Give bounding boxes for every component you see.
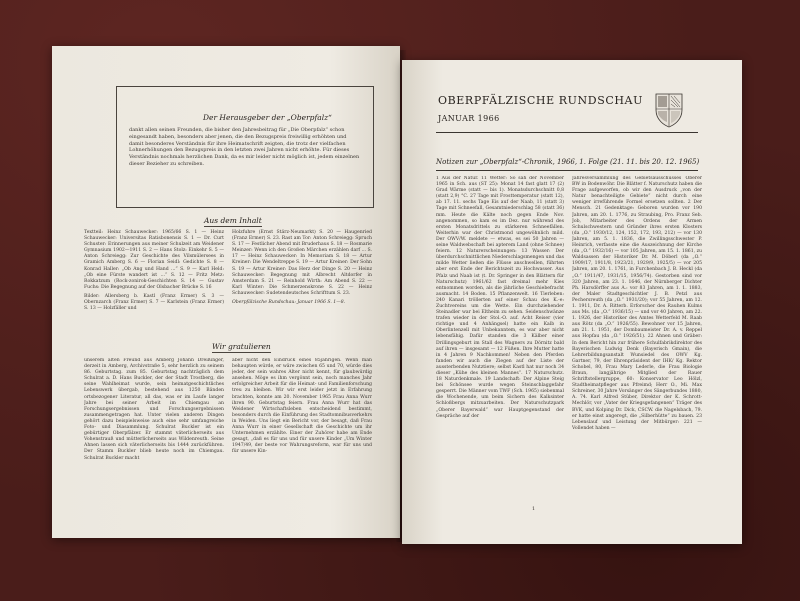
thanks-notice-title: Der Herausgeber der „Oberpfalz“	[203, 113, 332, 122]
greetings-right-column	[232, 358, 372, 528]
greetings-title: Wir gratulieren	[212, 342, 271, 351]
left-page	[52, 46, 400, 538]
chronicle-text-2: Jahresversammlung des Gebietsausschusses Oberer BW in Bodenwöhr. Die Blätter f. Naturschutz haben die Frage aufgeworfen, ob wir den Ausdruck „von der Natur benachteiligte Gebiete“ nicht durch eine weniger irreführende Formel ersetzen sollten. 2 Der Mensch. 21 Gedenktage: Geboren wurden vor 190 Jahren, am 20. 1. 1776, zu Straubing, Pro. Franz Seb. Job, Mitarbeiter des Ordens der Armen Schulschwestern und Gründer ihres ersten Klosters (da „O.“ 1930/12, 124, 152, 172, 193, 212) — vor 130 Jahren, am 5. 1. 1836, die Zwillingsschwester P. Heinrich, verfasste eine die Auszeichnung der Kirche (da „O.“ 1932/16) — vor 105 Jahren, am 15. 1. 1861, zu Waldsassen der Historiker Dr. M. Döberl (da „O.“ 1909/17, 1911/8, 1923/21, 1929/9, 1925/5) — vor 205 Jahren, am 20. 1. 1761, in Furchenbach J. B. Heckl (da „O.“ 1911/47, 1931/15, 1956/74). Gestorben sind vor 320 Jahren, am 23. 1. 1646, der Nürnberger Dichter Ph. Harsdörffer aus A.: vor 83 Jahren, am 1. 1. 1883, der Maler Stadtgeschichtler J. B. Petzl aus Pechersreuth (da „O.“ 1931/20); vor 55 Jahren, am 12. 1. 1911, Dr. A. Ritterb. Erforscher des Rauhen Kulms aus Ms. (da „O.“ 1936/15) — und vor 40 Jahren, am 22. 1. 1926, der Historiker des Amtes Wetterfeld M. Raab aus Rötz (da „O.“ 1926/55). Bewohner vor 15 Jahren, am 21. 1. 1951, der Dombaumeister Dr. A. v. Reppel aus Hopfau (da „O.“ 1926/51). 22 Ahnen und Gräber: In dem Bericht hin zur frühere Schulfabrikdirektor des Bayerischen Ludwig Denk (Bayerisch Gmain), die Lehrerbildungsanstalt Wunsiedel des OWV Kg. Gartner, 79, der Ehrenpräsident der IHK/ Kg. Rektor Schobel, 80, Frau Mary Lederle, die Frau Biologie Braun, langjährige Mitglied der Rauer Schriftstellergruppe, 60: Konservator Leo Hölzl, Stadtheimatpfleger aus Pfreimd; Herr O., Mi. Max Schreiner, 30 Jahre Vorsänger des Sängerbundes 1880, A. 74. Karl Alfred Stüber, Direktor der K. Schrott-Mechlör, vor „Vater der Kriegsgefangenen“ Träger des BVK, und Kolping Dr. Dick, CSCW. die Nagelsbach, 79. er hatte einst angeregt, die „Silberhütte“ zu bauen. 23 Lebenslauf und Leistung der Mitbürger: 221 — Vollendet haben —	[572, 176, 702, 431]
chronicle-rule	[436, 170, 698, 171]
greetings-left-column	[84, 358, 224, 528]
right-page	[402, 60, 742, 544]
masthead-rule	[436, 132, 698, 133]
contents-left-column	[84, 230, 224, 312]
chronicle-heading: Notizen zur „Oberpfalz“-Chronik, 1966, 1. Folge (21. 11. bis 20. 12. 1965)	[436, 158, 700, 166]
thanks-notice-body: dankt allen seinen Freunden, die bisher den Jahresbeitrag für „Die Oberpfalz“ schon eingesandt haben, besonders aber jenen, die den Bezugspreis freiwillig erhöhten und damit besonderes Verständnis für ihre Heimatschrift zeigten, die trotz der vielfachen Lohnerhöhungen den Bezugspreis in den letzten zwei Jahren nicht erhöhte. Für dieses Verständnis nochmals herzlichen Dank, da es mir leider nicht möglich ist, jedem einzelnen dieser Bezieher zu schreiben.	[129, 127, 360, 167]
chronicle-text-1: 1 Aus der Natur. 11 Wetter: So sah der November 1965 in Sch. aus (ST 25): Monat 14 fast glatt 17 (2) Grad Wärme (statt — bis 1). Monatsdurchschnitt 0,8 (statt 2,9) °C. 27 Tage mit Frosttemperatur (statt 12), ab 17. 11. sechs Tage Eis auf der Naab, 11 (statt 3) Tage mit Schneefall, Gesamtniederschlag 58 (statt 36) mm. Heute die Kälte noch gegen Ende Nov. angenommen, so kam es im Dez. nur während des ersten Monatsdrittels zu stärkeren Schneefällen. Weiterhin war der Christmond ungewöhnlich mild. Der OWV/W. meldete — etwas, es sei 50 Jahren — seine Waldwebschaft bei apterem Land (ohne Schnee) feiern. 12 Naturerscheinungen: 13 Wasser: Der überdurchschnittlichen Niederschlagsmengen und das milde Wetter ließen die Flüsse anschwellen, führten aber erst Ende der Berichtszeit zu Hochwasser. Aus Pfalz und Naab ist (t. Dr. Springer in den Blättern für Naturschutz) 1961/62 fast dreimal mehr Kies entnommen worden, als die jährliche Geschiebefracht ausmacht. 14 Boden. 15 Pflanzenwelt. 16 Tierleben: 240 Kanari tröllerten auf einer Schau des K.-e: Zuchtvereins um die Wette. Ein durchziehender Steinadler war bei Eltheim zu sehen. Seidenschwänze trafen wieder in der Stol.-O. auf. Acht Reiser (vier richtige und 4 Anhängsel) hatte ein Kalb in Oberlintenzell mit Unbekanntem, es war aber nicht lebensfähig. Dafür standen die 3 Kälber einer Drillingsgeburt im Stall des Wagners zu Dörnitz bald auf ihren — insgesamt — 12 Füßen. Ihre Mutter hatte in 4 Jahren 9 Nachkommen! Neben den Pferden fanden wir auch die Ziegen auf der Liste der aussterbenden Nutztiere; selbst Kastl hat nur noch 34 dieser „Kühe des kleinen Mannes“. 17 Naturschutz. 18 Naturdenkmale. 19 Landschaft: Der Alpine Steig bei Schönsee wurde wegen Steinschlaggefahr gesperrt. Die Männer vom TWF (Sch. 1965) siebenmal die Wochenende, um beim Sichern des Kalksinter Schloßbergs mitzuarbeiten. Der Naturschutzpark „Oberer Bayerwald“ war Hauptgegenstand der Gespräche auf der	[436, 176, 564, 419]
masthead-title: OBERPFÄLZISCHE RUNDSCHAU	[438, 94, 643, 107]
page-number: 1	[532, 506, 536, 512]
greetings-text-1: unserem alten Freund aus Amberg Johann Dreißinger, derzeit in Amberg, Archivstraße 5, sehr herzlich zu seinem 86. Geburtstag. zum 85. Geburtstag nachträglich dem Schulrat a. D. Hans Buckler, der der Stadt Trostberg, die seine Wahlheimat wurde, sein heimatgeschichtliches Lebenswerk übergab, bestehend aus 1250 Bänden ortsbezogener Literatur, all das, was er im Laufe langer Jahre bei seiner Arbeit im Chiemgau an Forschungsergebnissen und Forschungsergebnissen zusammengetragen hat. Unter vielen anderen Dingen gehört dazu beispielsweise auch eine sehr umfangreiche Foto- und Diasammlung. Schulrat Buckler ist ein gebürtiger Oberpfälzer. Er stammt väterlicherseits aus Vohenstrauß und mütterlicherseits aus Wildenreuth. Seine Ahnen lassen sich väterlicherseits bis 1444 zurückführen. Der Stamm Buckler blieb heute noch im Chiemgau. Schulrat Buckler macht	[84, 358, 224, 461]
coat-of-arms-icon	[654, 92, 684, 128]
chronicle-right-column	[572, 176, 702, 526]
contents-title: Aus dem Inhalt	[204, 216, 262, 225]
thanks-notice-box	[116, 86, 374, 208]
greetings-text-2: aber nicht den Eindruck eines 85jährigen. Wenn man behaupten würde, er wäre zwischen 65 und 70, würde dies jeder, der sein wahres Alter nicht kennt, für glaubwürdig ansehen. Möge es ihm vergönnt sein, noch manches Jahr erfolgreicher Arbeit für die Heimat- und Familienforschung treu zu bleiben. Wir wir erst leider jetzt in Erfahrung brachten, konnte am 20. November 1965 Frau Anna Wurr ihren 90. Geburtstag feiern. Frau Anna Wurr hat das Weidener Wirtschaftsleben entscheidend bestimmt, besonders durch die Einführung des Stadtomnibusverkehrs in Weiden. Uns liegt ein Bericht vor, der besagt, daß Frau Anna Wurr in einer Gesellschaft die Geschichte um ihr Unternehmen erzählte. Einer der Zuhörer habe am Ende gesagt, „daß es für uns und für unsere Kinder „Um Winter 1947/49, der beste vor Wahrungsreform, war für uns und für unsere Kin-	[232, 358, 372, 455]
masthead-date: JANUAR 1966	[438, 114, 500, 123]
contents-rundschau: Oberpfälzische Rundschau: Januar 1966 S. 1—8.	[232, 300, 346, 306]
contents-rast: Holzfuhre (Ernst Stärz-Neumarkt) S. 20 — Haugenried (Franz Ermer) S. 23. Rast am Tor: Anton Schreiegg: Spruch S. 17 — Festlicher Abend mit Bruderhaus S. 18 — Rosmarie Meinzer: Wenn ich den Großen Märchen erzählen darf ... S. 17 — Heinz Schauwecker: In Memoriam S. 18 — Artur Kreiner: Die Wendeltreppe S. 19 — Artur Kreiner: Der Sohn S. 19 — Artur Kreiner: Das Herz der Dinge S. 20 — Heinz Schauwecker: Begegnung mit Albrecht Altdorfer in Amsterdam S. 21 — Reinhold Wirth: Am Abend S. 22 — Karl Winter: Die Schmerzenskrone S. 22 — Heinz Schauwecker: Sudetendeutsches Schrifttum S. 23.	[232, 230, 372, 296]
contents-bilder: Bilder: Allersberg b. Kastl (Franz Ermer) S. 3 — Obernzarch (Franz Ermer) S. 7 — Karlstein (Franz Ermer) S. 13 — Holzfäller und	[84, 293, 224, 312]
contents-right-column	[232, 230, 372, 306]
contents-text: Textteil: Heinz Schauwecker: 1965/66 S. 1 — Heinz Schauwecker: Universitas Ratisbonensis S. 1 — Dr. Curt Schuster: Erinnerungen aus meiner Schulzeit am Weidener Gymnasium 1902—1911 S. 2 — Hans Stolz: Einkehr S. 5 — Anton Schreiegg: Zur Geschichte des Vilsmülersees in Gramich Amberg S. 6 — Florian Seidl: Gedichte S. 8 — Konrad Haller: „Ob Ang und Hand ...“ S. 9 — Karl Held: „Ob eine Fürste wandert ist ...“ S. 12 — Fritz Metz: Rokkatzum (Rock-zonirok-Geschichten S. 14 — Gustav Fuchs: Die Begegnung auf der Olsbacher Brücke S. 16	[84, 230, 224, 290]
chronicle-left-column	[436, 176, 564, 526]
